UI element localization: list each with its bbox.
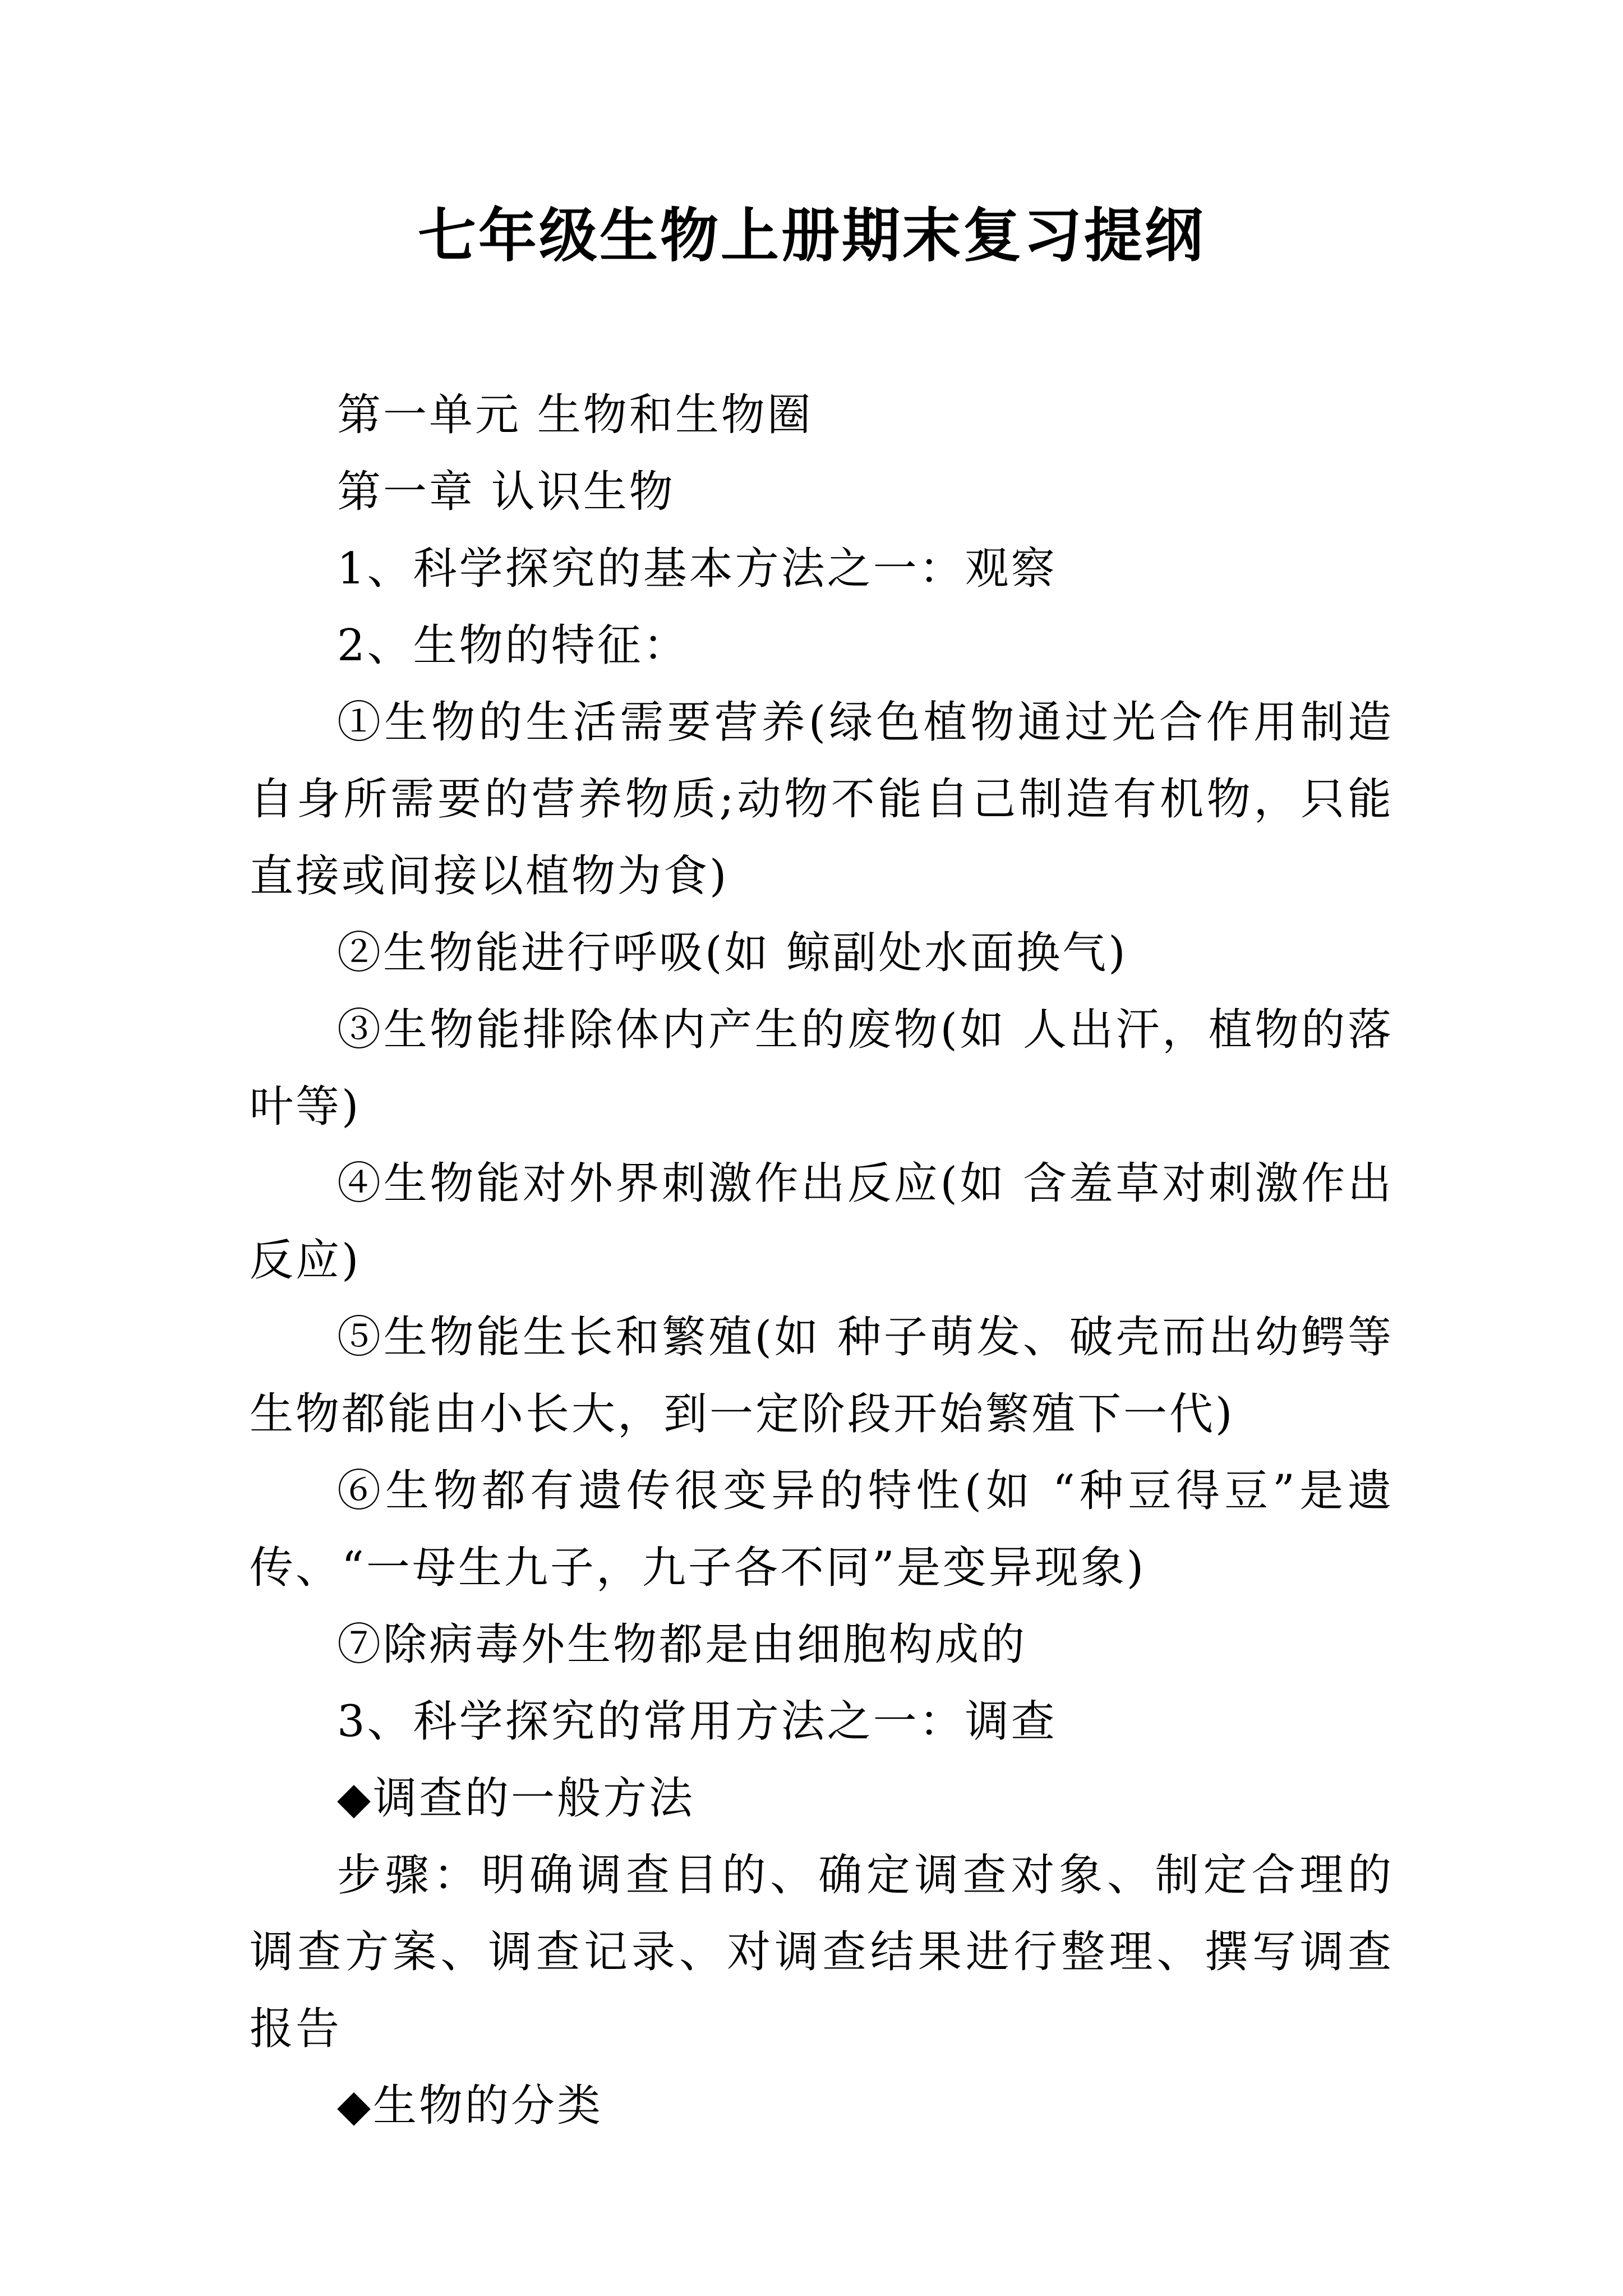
- bullet-heading: ◆生物的分类: [337, 2081, 603, 2131]
- paragraph: ②生物能进行呼吸(如 鲸副处水面换气): [337, 928, 1128, 978]
- paragraph: ⑦除病毒外生物都是由细胞构成的: [337, 1619, 1027, 1670]
- paragraph: 3、科学探究的常用方法之一：调查: [337, 1696, 1057, 1747]
- paragraph: ⑥生物都有遗传很变异的特性(如 “种豆得豆”是遗传、“一母生九子，九子各不同”是变异现象): [250, 1466, 1394, 1593]
- paragraph: 步骤：明确调查目的、确定调查对象、制定合理的调查方案、调查记录、对调查结果进行整理、撰写调查报告: [250, 1850, 1394, 2054]
- paragraph: ①生物的生活需要营养(绿色植物通过光合作用制造自身所需要的营养物质;动物不能自己制造有机物，只能直接或间接以植物为食): [250, 697, 1394, 901]
- document-body: [250, 377, 1394, 2145]
- paragraph: 2、生物的特征：: [337, 620, 689, 671]
- paragraph: 1、科学探究的基本方法之一：观察: [337, 544, 1057, 594]
- paragraph: ⑤生物能生长和繁殖(如 种子萌发、破壳而出幼鳄等生物都能由小长大，到一定阶段开始繁殖下一代): [250, 1312, 1394, 1439]
- paragraph: ④生物能对外界刺激作出反应(如 含羞草对刺激作出反应): [250, 1158, 1394, 1286]
- document-title: 七年级生物上册期末复习提纲: [417, 201, 1205, 270]
- bullet-heading: ◆调查的一般方法: [337, 1773, 695, 1824]
- unit-heading: 第一单元 生物和生物圈: [337, 390, 813, 440]
- chapter-heading: 第一章 认识生物: [337, 467, 675, 517]
- paragraph: ③生物能排除体内产生的废物(如 人出汗，植物的落叶等): [250, 1005, 1394, 1132]
